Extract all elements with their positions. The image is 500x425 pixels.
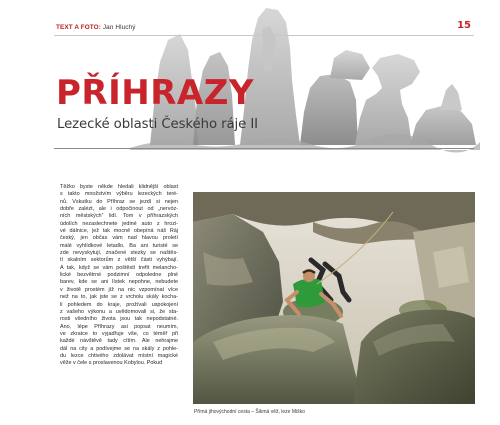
body-line: dál na city a podívejme se na skály z pohle- (60, 345, 178, 352)
body-line: A tak, když se vám poštěstí trefit melancho- (60, 264, 178, 271)
body-line: zde nevyskytují, značené stezky se naštěs- (60, 250, 178, 257)
climbing-photo (193, 192, 475, 404)
body-line: v životě prostém jíž na nic vzpomínat více (60, 286, 178, 293)
body-line: každé návštěvě tady cítím. Ale nehrajme (60, 338, 178, 345)
body-line: ve zkratce to vyjadřuje vše, co téměř při (60, 330, 178, 337)
body-line: věže v čele s proslavenou Kobylou. Pokud (60, 360, 163, 367)
credit-label: TEXT A FOTO: (56, 24, 101, 31)
article-body (60, 184, 178, 368)
body-line: lické bezvětrné podzimní odpoledne plné (60, 272, 178, 279)
header-divider (54, 35, 474, 36)
body-line: z vašeho výkonu a uvědomovali si, že sta- (60, 308, 178, 315)
body-line: údolích nezaslechnete jediné auto z hrozi- (60, 220, 178, 227)
body-line: s takto množstvím výběru lezeckých teré- (60, 191, 178, 198)
body-line: Ano, lépe Příhrazy asi popsat neumím, (60, 323, 178, 330)
body-line: du lezce chtivého zdolávat místní magické (60, 352, 178, 359)
article-subtitle: Lezecké oblasti Českého ráje II (57, 117, 258, 132)
body-line: malé vyhlídkové letadlo. Ba ani turisté se (60, 242, 178, 249)
body-line: ních městských“ lidí. Tom v příhrazských (60, 213, 178, 220)
body-line: než na to, jak jste se z vrcholu skály kocha- (60, 294, 178, 301)
photo-caption: Přímá jihovýchodní cesta – Šikmá věž, leze Miško (194, 409, 305, 415)
body-line: tí skalním sektorům z větší části vyhýbají. (60, 257, 178, 264)
subtitle-divider (54, 148, 474, 149)
body-line: dobře zalézt, ale i odpočinout od „nervóz- (60, 206, 178, 213)
credit-name: Jan Hluchý (102, 24, 136, 31)
page-number: 15 (457, 20, 471, 31)
body-line: vé dálnice, jež tak mocně obepíná náš Ráj (60, 228, 178, 235)
body-line: rosti všedního života jsou tak nepodstatné. (60, 316, 178, 323)
body-line: český, jen občas vám nad hlavou proletí (60, 235, 178, 242)
body-line: barev, kde se ani lístek nepohne, nebudete (60, 279, 178, 286)
body-line: Těžko byste někde hledali klidnější oblast (60, 184, 178, 190)
body-line: nů. Vskutku do Příhraz se jezdí si nejen (60, 198, 178, 205)
article-title: PŘÍHRAZY (56, 73, 254, 113)
body-line: li pohledem do kraje, prožívali uspokojení (60, 301, 178, 308)
author-credit (56, 24, 136, 31)
